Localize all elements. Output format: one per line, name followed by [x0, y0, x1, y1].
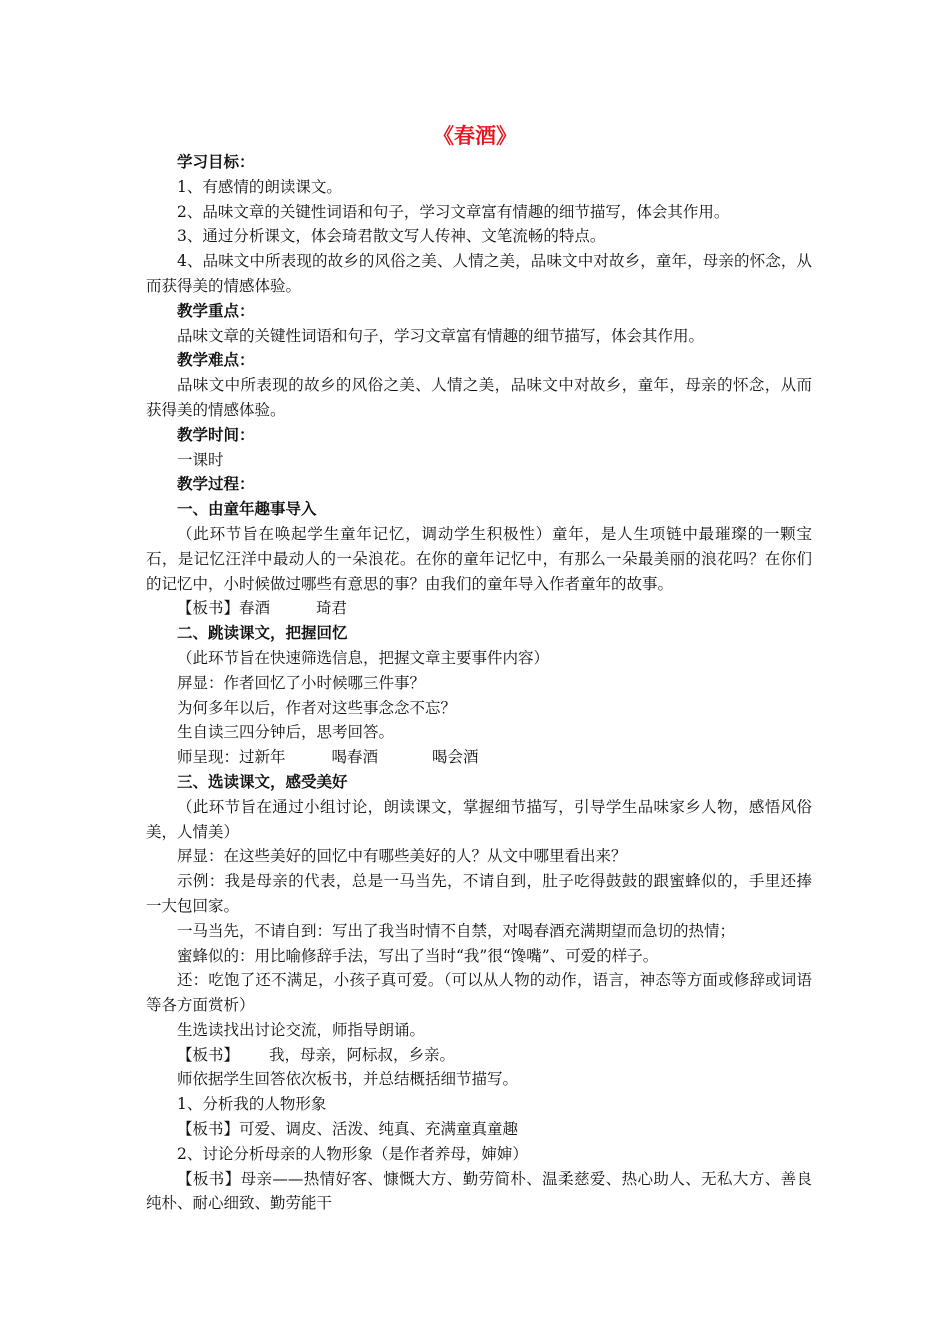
goal-item: 3、通过分析课文，体会琦君散文写人传神、文笔流畅的特点。 [177, 227, 606, 246]
document-title: 《春酒》 [433, 124, 517, 148]
goal-item: 1、有感情的朗读课文。 [177, 177, 342, 196]
section1-paragraph: （此环节旨在唤起学生童年记忆，调动学生积极性）童年，是人生项链中最璀璨的一颗宝石，是记忆汪洋中最动人的一朵浪花。在你的童年记忆中，有那么一朵最美丽的浪花吗？在你们的记忆中，小时候做过哪些有意思的事？由我们的童年导入作者童年的故事。 [146, 524, 812, 593]
board-item: 春酒 [239, 599, 271, 618]
section2-note: （此环节旨在快速筛选信息，把握文章主要事件内容） [177, 648, 550, 667]
section3-item: 2、讨论分析母亲的人物形象（是作者养母，婶婶） [177, 1144, 528, 1163]
section2-teacher [146, 745, 812, 770]
event-item: 过新年 [239, 748, 286, 767]
goal-item: 2、品味文章的关键性词语和句子，学习文章富有情趣的细节描写，体会其作用。 [177, 202, 730, 221]
section3-board [146, 1043, 812, 1068]
board-label: 【板书】 [177, 1045, 240, 1064]
section2-student: 生自读三四分钟后，思考回答。 [177, 723, 395, 742]
event-item: 喝春酒 [331, 748, 379, 767]
section1-heading: 一、由童年趣事导入 [177, 500, 317, 519]
board-item: 琦君 [316, 599, 348, 618]
section3-item: 1、分析我的人物形象 [177, 1095, 327, 1114]
section2-heading: 二、跳读课文，把握回忆 [177, 624, 348, 643]
process-heading: 教学过程： [177, 475, 255, 494]
section2-question: 为何多年以后，作者对这些事念念不忘？ [177, 698, 457, 717]
document-body [146, 150, 812, 1216]
board-label: 【板书】 [177, 599, 240, 618]
section3-summary: 师依据学生回答依次板书，并总结概括细节描写。 [177, 1070, 519, 1089]
section3-analysis: 蜜蜂似的：用比喻修辞手法，写出了当时“我”很“馋嘴”、可爱的样子。 [177, 946, 659, 965]
section3-note: （此环节旨在通过小组讨论，朗读课文，掌握细节描写，引导学生品味家乡人物，感悟风俗美，人情美） [146, 797, 812, 841]
time-text: 一课时 [177, 450, 224, 469]
section3-board: 【板书】母亲——热情好客、慷慨大方、勤劳简朴、温柔慈爱、热心助人、无私大方、善良纯朴、耐心细致、勤劳能干 [146, 1169, 812, 1213]
board-text: 我，母亲，阿标叔，乡亲。 [269, 1045, 456, 1064]
goals-heading: 学习目标： [177, 153, 255, 171]
section3-board: 【板书】可爱、调皮、活泼、纯真、充满童真童趣 [177, 1120, 519, 1139]
section3-discuss: 生选读找出讨论交流，师指导朗诵。 [177, 1020, 426, 1039]
section3-analysis: 一马当先，不请自到：写出了我当时情不自禁，对喝春酒充满期望而急切的热情； [177, 921, 736, 940]
goal-item: 4、品味文中所表现的故乡的风俗之美、人情之美，品味文中对故乡，童年，母亲的怀念，从而获得美的情感体验。 [146, 252, 812, 295]
section3-heading: 三、选读课文，感受美好 [177, 772, 348, 791]
section3-screen: 屏显：在这些美好的回忆中有哪些美好的人？从文中哪里看出来？ [177, 847, 627, 866]
section2-screen: 屏显：作者回忆了小时候哪三件事？ [177, 673, 426, 692]
focus-text: 品味文章的关键性词语和句子，学习文章富有情趣的细节描写，体会其作用。 [177, 326, 705, 345]
section3-example: 示例：我是母亲的代表，总是一马当先，不请自到，肚子吃得鼓鼓的跟蜜蜂似的，手里还捧一大包回家。 [146, 872, 812, 915]
time-heading: 教学时间： [177, 425, 255, 444]
section3-analysis: 还：吃饱了还不满足，小孩子真可爱。（可以从人物的动作，语言，神态等方面或修辞或词语等各方面赏析） [146, 971, 812, 1015]
difficulty-text: 品味文中所表现的故乡的风俗之美、人情之美，品味文中对故乡，童年，母亲的怀念，从而获得美的情感体验。 [146, 376, 812, 419]
focus-heading: 教学重点： [177, 301, 255, 320]
section1-board [146, 596, 812, 621]
event-item: 喝会酒 [432, 748, 479, 767]
difficulty-heading: 教学难点： [177, 351, 255, 370]
teacher-label: 师呈现： [177, 748, 240, 767]
